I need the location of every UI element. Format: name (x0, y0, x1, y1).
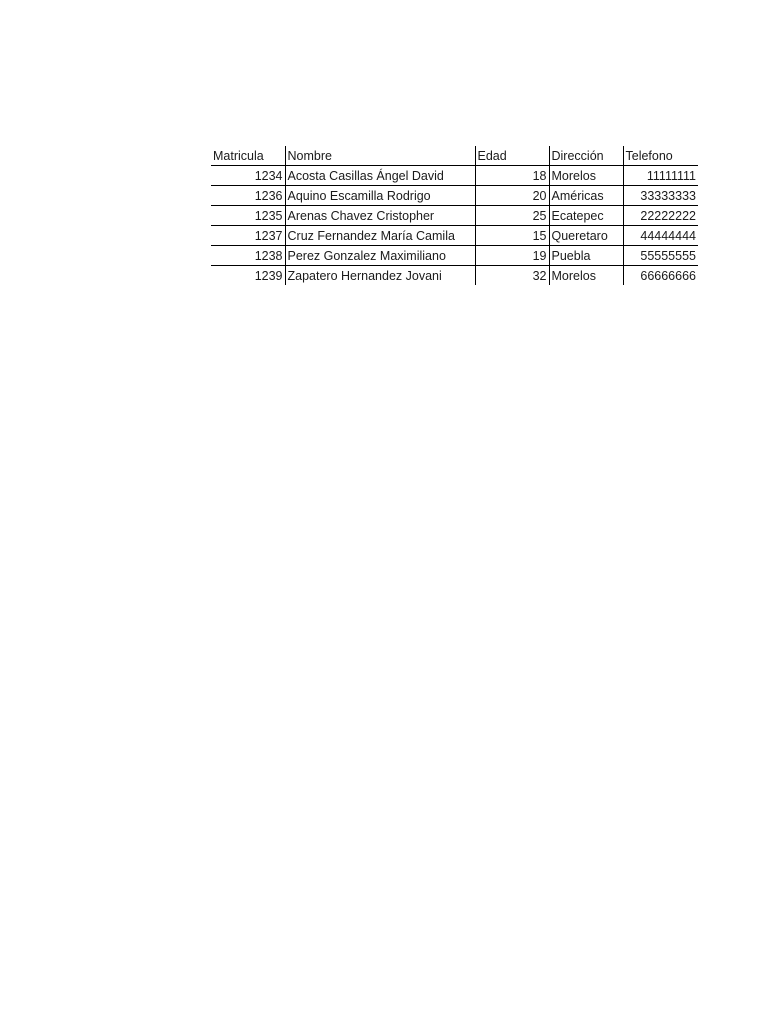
cell-telefono: 22222222 (623, 206, 698, 226)
table-row (211, 166, 698, 186)
cell-nombre: Aquino Escamilla Rodrigo (285, 186, 475, 206)
cell-direccion: Ecatepec (549, 206, 623, 226)
cell-direccion: Morelos (549, 166, 623, 186)
cell-edad: 18 (475, 166, 549, 186)
table-header-row (211, 146, 698, 166)
cell-direccion: Puebla (549, 246, 623, 266)
table-row (211, 266, 698, 286)
cell-nombre: Zapatero Hernandez Jovani (285, 266, 475, 286)
cell-edad: 32 (475, 266, 549, 286)
cell-telefono: 66666666 (623, 266, 698, 286)
cell-matricula: 1235 (211, 206, 285, 226)
cell-edad: 15 (475, 226, 549, 246)
table-row (211, 206, 698, 226)
header-direccion: Dirección (549, 146, 623, 166)
cell-telefono: 55555555 (623, 246, 698, 266)
cell-nombre: Cruz Fernandez María Camila (285, 226, 475, 246)
table-row (211, 186, 698, 206)
cell-direccion: Queretaro (549, 226, 623, 246)
header-nombre: Nombre (285, 146, 475, 166)
cell-nombre: Acosta Casillas Ángel David (285, 166, 475, 186)
cell-direccion: Américas (549, 186, 623, 206)
cell-matricula: 1239 (254, 269, 283, 283)
cell-nombre: Arenas Chavez Cristopher (285, 206, 475, 226)
students-table (211, 146, 698, 285)
header-telefono: Telefono (623, 146, 698, 166)
header-matricula: Matricula (211, 146, 285, 166)
header-edad: Edad (475, 146, 549, 166)
cell-telefono: 11111111 (623, 166, 698, 186)
table-row (211, 226, 698, 246)
cell-telefono: 33333333 (623, 186, 698, 206)
cell-edad: 25 (475, 206, 549, 226)
cell-nombre: Perez Gonzalez Maximiliano (285, 246, 475, 266)
cell-matricula: 1236 (211, 186, 285, 206)
cell-direccion: Morelos (549, 266, 623, 286)
cell-matricula: 1237 (211, 226, 285, 246)
cell-edad: 19 (475, 246, 549, 266)
cell-matricula: 1238 (211, 246, 285, 266)
cell-telefono: 44444444 (623, 226, 698, 246)
table-row (211, 246, 698, 266)
cell-edad: 20 (475, 186, 549, 206)
cell-matricula: 1234 (211, 166, 285, 186)
